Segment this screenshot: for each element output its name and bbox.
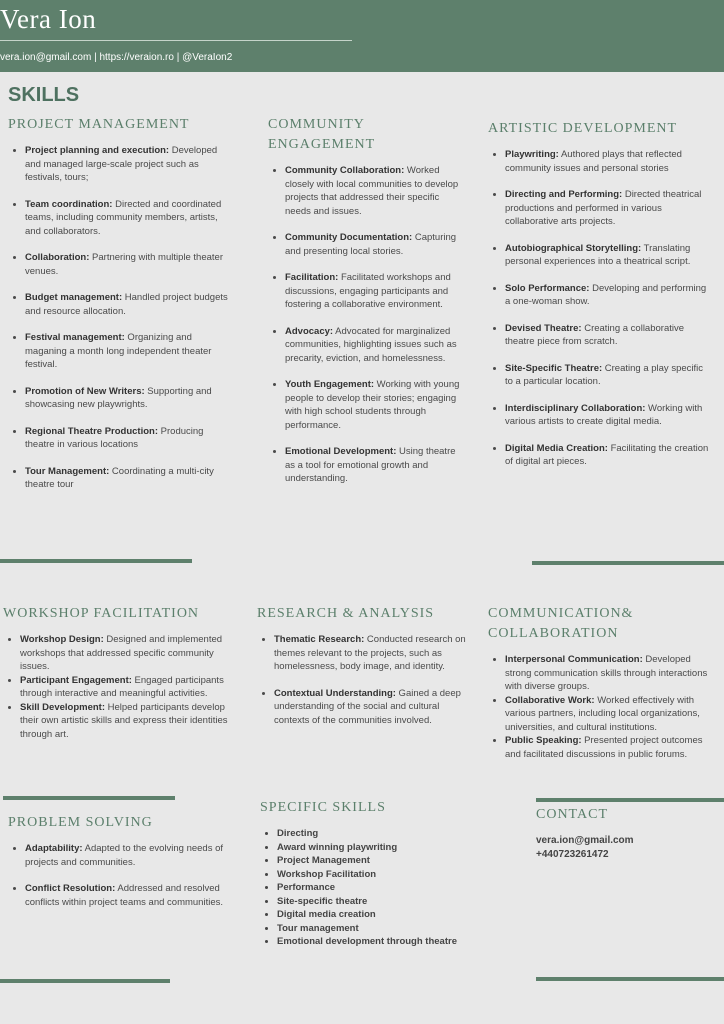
skill-description: Developed and managed large-scale project such as festivals, tours; <box>25 145 218 183</box>
person-name: Vera Ion <box>0 4 97 34</box>
list-item <box>20 674 228 701</box>
section-title: COMMUNITY ENGAGEMENT <box>268 117 376 152</box>
section-title: WORKSHOP FACILITATION <box>3 606 200 621</box>
section-community-engagement <box>268 115 460 499</box>
list-item <box>505 322 710 349</box>
list-item <box>25 465 233 492</box>
skill-label: Advocacy: <box>285 325 334 337</box>
skill-description: Supporting and showcasing new playwrights. <box>25 385 212 410</box>
section-title: ARTISTIC DEVELOPMENT <box>488 121 678 136</box>
list-item: • Directing <box>277 827 475 841</box>
list-item <box>274 687 469 728</box>
list-item <box>285 378 460 432</box>
section-communication-collaboration <box>488 604 712 761</box>
skill-label: Collaborative Work: <box>505 694 595 706</box>
skill-description: Facilitated workshops and discussions, engaging participants and fostering a collaborative environment. <box>285 272 451 310</box>
list-item <box>505 282 710 309</box>
skill-description: Worked effectively with various partners, including local organizations, universities, and cultural institutions. <box>505 694 700 733</box>
skill-label: Tour Management: <box>25 465 110 477</box>
list-item <box>25 882 228 909</box>
contact-phone: +440723261472 <box>536 849 609 860</box>
skill-description: Translating personal experiences into a theatrical script. <box>505 242 691 267</box>
list-item <box>285 445 460 486</box>
skill-description: Developing and performing a one-woman show. <box>505 282 707 307</box>
skill-description: Partnering with multiple theater venues. <box>25 252 223 277</box>
skill-label: Youth Engagement: <box>285 379 375 390</box>
section-artistic-development <box>488 119 710 482</box>
skill-description: Adapted to the evolving needs of projects and communities. <box>25 843 224 868</box>
skill-label: Community Collaboration: <box>285 165 405 176</box>
list-item <box>25 842 228 869</box>
list-item: • Workshop Facilitation <box>277 868 475 882</box>
divider-rule <box>0 979 170 983</box>
divider-rule <box>532 561 724 565</box>
skill-label: Site-Specific Theatre: <box>505 362 603 374</box>
section-title: CONTACT <box>536 807 608 822</box>
skill-label: Community Documentation: <box>285 232 413 243</box>
skill-label: Skill Development: <box>20 701 105 713</box>
list-item: • Award winning playwriting <box>277 841 475 855</box>
skill-description: Working with young people to develop their stories; engaging with high school students through performance. <box>285 379 460 431</box>
divider-rule <box>536 977 724 981</box>
skill-description: Conducted research on themes relevant to the projects, such as homelessness, body image, and identity. <box>274 634 466 672</box>
skill-description: Presented project outcomes and facilitated discussions in public forums. <box>505 735 703 760</box>
skill-description: Facilitating the creation of digital art pieces. <box>505 442 709 467</box>
list-item <box>285 231 460 258</box>
skill-label: Emotional Development: <box>285 446 397 457</box>
skill-description: Advocated for marginalized communities, highlighting issues such as precarity, eviction, and homelessness. <box>285 325 457 364</box>
list-item <box>25 251 233 278</box>
skill-label: Adaptability: <box>25 843 83 854</box>
list-item: • Site-specific theatre <box>277 895 475 909</box>
skill-label: Directing and Performing: <box>505 189 623 200</box>
list-item <box>285 164 460 218</box>
section-specific-skills <box>260 798 475 949</box>
skill-description: Producing theatre in various locations <box>25 425 204 450</box>
skill-label: Solo Performance: <box>505 282 590 294</box>
list-item <box>20 701 228 742</box>
skill-description: Engaged participants through interactive and meaningful activities. <box>20 674 224 699</box>
skill-label: Autobiographical Storytelling: <box>505 242 642 254</box>
skill-label: Playwriting: <box>505 149 559 160</box>
skill-list <box>268 164 460 486</box>
skill-label: Facilitation: <box>285 272 339 283</box>
skill-list <box>8 144 233 492</box>
skill-description: Working with various artists to create digital media. <box>505 402 703 427</box>
list-item <box>505 188 710 229</box>
list-item <box>505 402 710 429</box>
skill-list <box>488 148 710 469</box>
skill-list <box>3 633 228 741</box>
list-item <box>25 198 233 239</box>
skill-description: Developed strong communication skills through interactions with diverse groups. <box>505 654 708 692</box>
header-banner <box>0 0 724 72</box>
section-contact <box>536 805 716 862</box>
list-item <box>20 633 228 674</box>
skill-label: Conflict Resolution: <box>25 883 116 894</box>
skill-label: Devised Theatre: <box>505 322 582 334</box>
skill-description: Addressed and resolved conflicts within project teams and communities. <box>25 883 223 908</box>
skill-description: Creating a collaborative theatre piece from scratch. <box>505 322 685 347</box>
section-workshop-facilitation <box>3 604 228 741</box>
skill-label: Public Speaking: <box>505 735 582 746</box>
skill-label: Workshop Design: <box>20 634 104 645</box>
skill-description: Handled project budgets and resource allocation. <box>25 292 228 317</box>
divider-rule <box>536 798 724 802</box>
list-item: • Emotional development through theatre <box>277 935 475 949</box>
skill-description: Organizing and maganing a month long independent theater festival. <box>25 332 212 370</box>
section-research-analysis <box>257 604 469 740</box>
skill-description: Helped participants develop their own artistic skills and express their identities through art. <box>20 701 228 740</box>
list-item <box>274 633 469 674</box>
skill-description: Worked closely with local communities to develop projects that addressed their specific needs and issues. <box>285 165 459 217</box>
skill-label: Digital Media Creation: <box>505 442 608 454</box>
skill-description: Gained a deep understanding of the social and cultural contexts of the communities involved. <box>274 687 461 726</box>
list-item: • Digital media creation <box>277 908 475 922</box>
skill-label: Collaboration: <box>25 252 90 263</box>
skill-description: Capturing and presenting local stories. <box>285 232 457 257</box>
list-item <box>505 442 710 469</box>
skill-label: Festival management: <box>25 332 125 343</box>
list-item <box>505 653 712 694</box>
list-item <box>505 242 710 269</box>
skill-description: Directed and coordinated teams, including community members, artists, and collaborators. <box>25 198 222 237</box>
skill-label: Team coordination: <box>25 198 113 210</box>
skill-label: Interpersonal Communication: <box>505 654 643 665</box>
skill-label: Project planning and execution: <box>25 145 170 156</box>
contact-email: vera.ion@gmail.com <box>536 835 634 846</box>
header-divider <box>0 40 352 41</box>
list-item <box>25 291 233 318</box>
skill-description: Directed theatrical productions and performed in various collaborative arts projects. <box>505 189 702 227</box>
list-item <box>25 425 233 452</box>
skill-label: Regional Theatre Production: <box>25 425 159 437</box>
skill-list <box>488 653 712 761</box>
skill-description: Creating a play specific to a particular location. <box>505 362 703 387</box>
skills-heading: SKILLS <box>8 84 80 106</box>
section-title: PROJECT MANAGEMENT <box>8 117 190 132</box>
divider-rule <box>3 796 175 800</box>
list-item <box>505 362 710 389</box>
list-item <box>25 331 233 372</box>
skill-label: Promotion of New Writers: <box>25 385 145 397</box>
section-title: PROBLEM SOLVING <box>8 815 153 830</box>
skill-label: Budget management: <box>25 292 123 303</box>
skill-label: Thematic Research: <box>274 634 365 645</box>
list-item: • Project Management <box>277 854 475 868</box>
skill-list <box>260 827 475 949</box>
list-item <box>505 148 710 175</box>
list-item <box>25 144 233 185</box>
list-item <box>25 385 233 412</box>
section-title: COMMUNICATION& COLLABORATION <box>488 606 634 641</box>
list-item: • Performance <box>277 881 475 895</box>
skill-label: Participant Engagement: <box>20 674 132 686</box>
contact-line: vera.ion@gmail.com | https://veraion.ro | @VeraIon2 <box>0 52 233 63</box>
section-project-management <box>8 115 233 505</box>
skill-list <box>257 633 469 727</box>
list-item <box>505 734 712 761</box>
skill-description: Using theatre as a tool for emotional growth and understanding. <box>285 446 456 484</box>
skill-description: Designed and implemented workshops that addressed specific community issues. <box>20 634 223 672</box>
section-title: SPECIFIC SKILLS <box>260 800 386 815</box>
skill-description: Coordinating a multi-city theatre tour <box>25 465 214 490</box>
list-item <box>285 325 460 366</box>
list-item <box>505 694 712 735</box>
skill-list <box>8 842 228 909</box>
list-item <box>285 271 460 312</box>
skill-description: Authored plays that reflected community issues and personal stories <box>505 149 682 174</box>
skill-label: Interdisciplinary Collaboration: <box>505 402 646 414</box>
section-problem-solving <box>8 813 228 922</box>
divider-rule <box>0 559 192 563</box>
section-title: RESEARCH & ANALYSIS <box>257 606 435 621</box>
skill-label: Contextual Understanding: <box>274 687 396 699</box>
list-item: • Tour management <box>277 922 475 936</box>
